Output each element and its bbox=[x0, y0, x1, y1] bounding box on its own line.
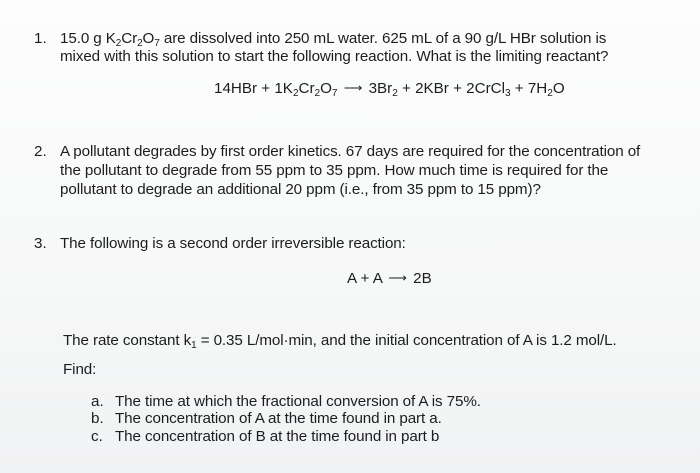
question-3-find-label: Find: bbox=[63, 361, 97, 378]
item-c-text: The concentration of B at the time found in part b bbox=[115, 428, 440, 445]
item-b-label: b. bbox=[91, 410, 104, 427]
question-3-rate-constant: The rate constant $k_1 = 0.35$ L/mol·min, and the initial concentration of A is 1.2 mol/L. bbox=[63, 332, 617, 351]
question-2-number: 2. bbox=[34, 143, 47, 160]
question-1-number: 1. bbox=[34, 30, 47, 47]
question-2-line-1: A pollutant degrades by first order kinetics. 67 days are required for the concentration of bbox=[60, 143, 641, 160]
question-3-equation: A + A ⟶ 2B bbox=[347, 270, 432, 287]
item-a-label: a. bbox=[91, 393, 104, 410]
item-c-label: c. bbox=[91, 428, 103, 445]
item-a-text: The time at which the fractional conversion of A is 75%. bbox=[115, 393, 481, 410]
question-3-number: 3. bbox=[34, 235, 47, 252]
item-b-text: The concentration of A at the time found in part a. bbox=[115, 410, 442, 427]
question-3-line-1: The following is a second order irreversible reaction: bbox=[60, 235, 406, 252]
question-2-line-2: the pollutant to degrade from 55 ppm to 35 ppm. How much time is required for the bbox=[60, 162, 609, 179]
reaction-arrow-icon: ⟶ bbox=[343, 80, 363, 95]
question-1-line-1: 15.0 g $K_2Cr_2O_7$ are dissolved into 250 mL water. 625 mL of a 90 g/L HBr solution is bbox=[60, 30, 607, 49]
question-1-line-2: mixed with this solution to start the following reaction. What is the limiting reactant? bbox=[60, 48, 609, 65]
question-1-equation: $14HBr + 1K_2Cr_2O_7$ ⟶ $3Br_2 + 2KBr$ + 2CrCl$_3$ + $7H_2O$ bbox=[214, 80, 565, 99]
question-2-line-3: pollutant to degrade an additional 20 ppm (i.e., from 35 ppm to 15 ppm)? bbox=[60, 181, 541, 198]
reaction-arrow-icon: ⟶ bbox=[388, 270, 407, 285]
